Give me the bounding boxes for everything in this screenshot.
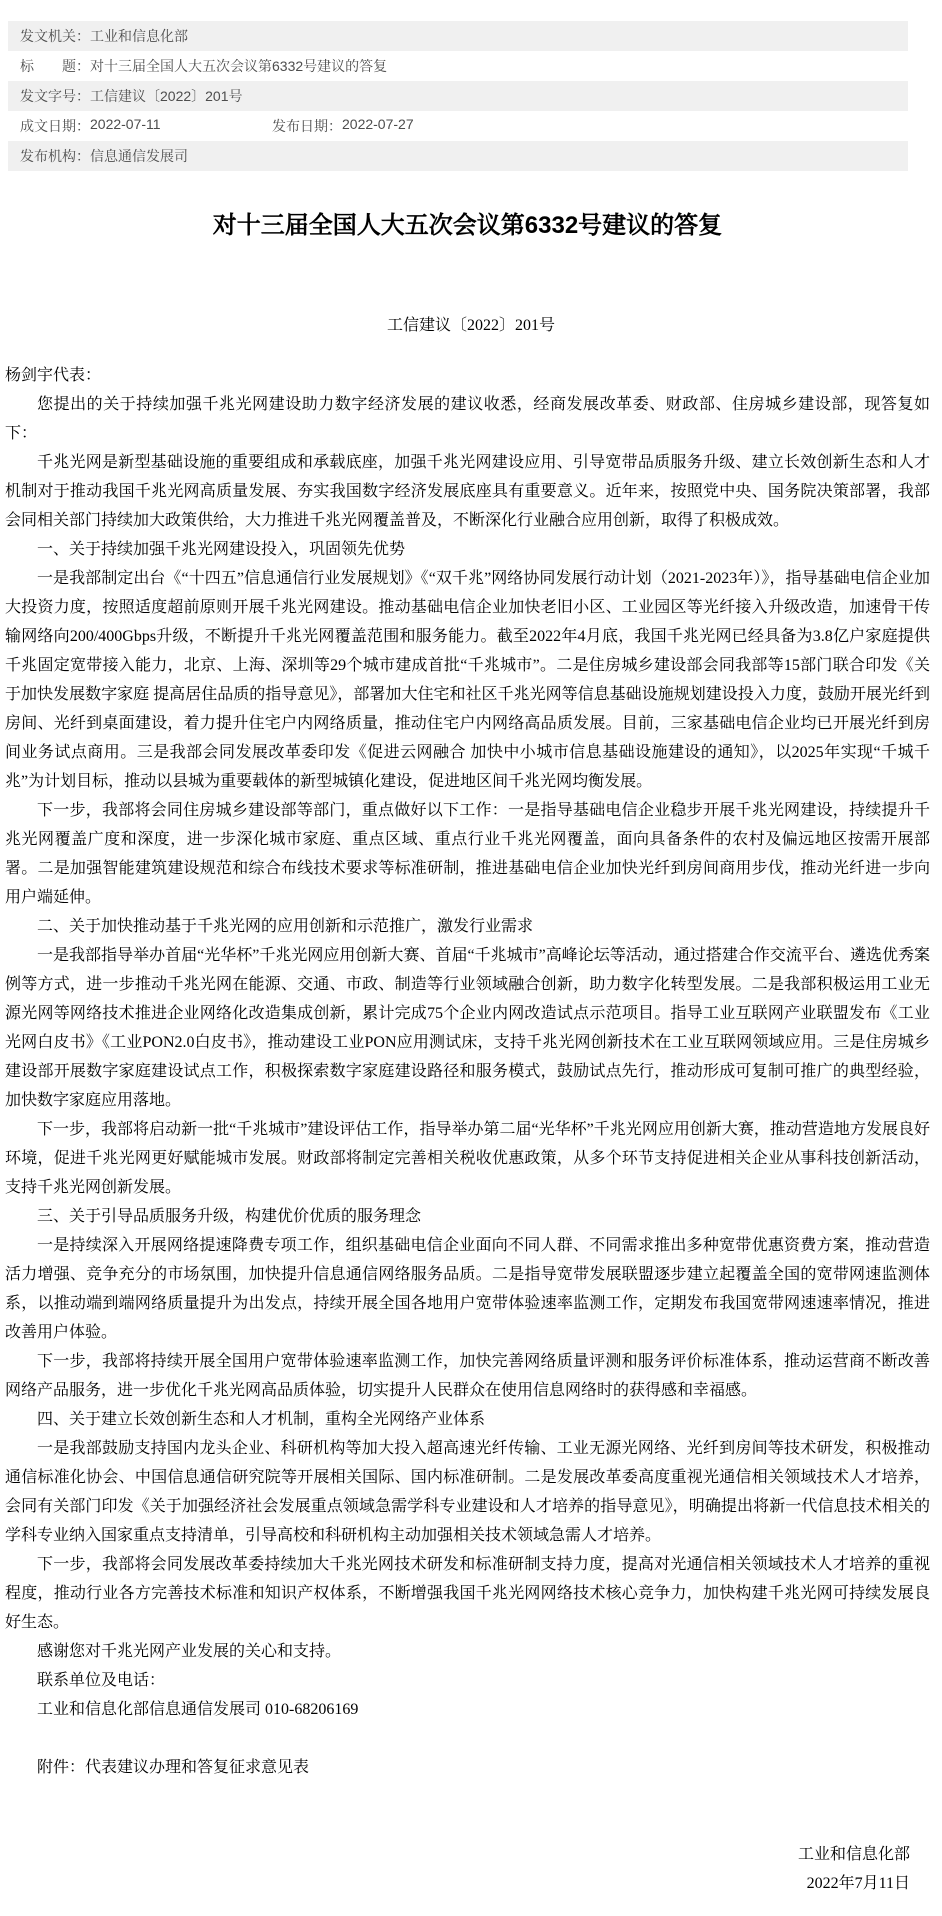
salutation: 杨剑宇代表： <box>5 367 102 384</box>
meta-label: 标 题： <box>20 58 90 74</box>
meta-label: 发布机构： <box>20 148 90 164</box>
meta-row-doc-number <box>8 81 908 111</box>
meta-publish-date <box>272 116 414 136</box>
paragraph: 下一步，我部将启动新一批“千兆城市”建设评估工作，指导举办第二届“光华杯”千兆光网应用创新大赛，推动营造地方发展良好环境，促进千兆光网更好赋能城市发展。财政部将制定完善相关税收优惠政策，从多个环节支持促进相关企业从事科技创新活动，支持千兆光网创新发展。 <box>5 1121 930 1196</box>
paragraph: 下一步，我部将持续开展全国用户宽带体验速率监测工作，加快完善网络质量评测和服务评价标准体系，推动运营商不断改善网络产品服务，进一步优化千兆光网高品质体验，切实提升人民群众在使用信息网络时的获得感和幸福感。 <box>5 1353 930 1399</box>
section-heading-3: 三、关于引导品质服务升级，构建优价优质的服务理念 <box>37 1208 422 1225</box>
paragraph: 一是我部制定出台《“十四五”信息通信行业发展规划》《“双千兆”网络协同发展行动计划（2021-2023年）》，指导基础电信企业加大投资力度，按照适度超前原则开展千兆光网建设。推动基础电信企业加快老旧小区、工业园区等光纤接入升级改造，加速骨干传输网络向200/400Gbps升级，不断提升千兆光网覆盖范围和服务能力。截至2022年4月底，我国千兆光网已经具备为3.8亿户家庭提供千兆固定宽带接入能力，北京、上海、深圳等29个城市建成首批“千兆城市”。二是住房城乡建设部会同我部等15部门联合印发《关于加快发展数字家庭 提高居住品质的指导意见》，部署加大住宅和社区千兆光网等信息基础设施规划建设投入力度，鼓励开展光纤到房间、光纤到桌面建设，着力提升住宅户内网络质量，推动住宅户内网络高品质发展。目前，三家基础电信企业均已开展光纤到房间业务试点商用。三是我部会同发展改革委印发《促进云网融合 加快中小城市信息基础设施建设的通知》，以2025年实现“千城千兆”为计划目标，推动以县城为重要载体的新型城镇化建设，促进地区间千兆光网均衡发展。 <box>5 570 930 790</box>
meta-row-publish-org <box>8 141 908 171</box>
meta-row-dates <box>8 111 908 141</box>
paragraph: 一是我部指导举办首届“光华杯”千兆光网应用创新大赛、首届“千兆城市”高峰论坛等活动，通过搭建合作交流平台、遴选优秀案例等方式，进一步推动千兆光网在能源、交通、市政、制造等行业领域融合创新，助力数字化转型发展。二是我部积极运用工业无源光网等网络技术推进企业网络化改造集成创新，累计完成75个企业内网改造试点示范项目。指导工业互联网产业联盟发布《工业光网白皮书》《工业PON2.0白皮书》，推动建设工业PON应用测试床，支持千兆光网创新技术在工业互联网领域应用。三是住房城乡建设部开展数字家庭建设试点工作，积极探索数字家庭建设路径和服务模式，鼓励试点先行，推动形成可复制可推广的典型经验，加快数字家庭应用落地。 <box>5 947 930 1109</box>
meta-value: 2022-07-27 <box>342 116 414 132</box>
paragraph: 下一步，我部将会同发展改革委持续加大千兆光网技术研发和标准研制支持力度，提高对光通信相关领域技术人才培养的重视程度，推动行业各方完善技术标准和知识产权体系，不断增强我国千兆光网网络技术核心竞争力，加快构建千兆光网可持续发展良好生态。 <box>5 1556 930 1631</box>
signature-date: 2022年7月11日 <box>806 1875 910 1892</box>
meta-row-title <box>8 51 908 81</box>
meta-row-issuing-agency <box>8 21 908 51</box>
meta-value: 工业和信息化部 <box>90 28 188 44</box>
meta-value: 2022-07-11 <box>90 116 161 132</box>
paragraph: 您提出的关于持续加强千兆光网建设助力数字经济发展的建议收悉，经商发展改革委、财政部、住房城乡建设部，现答复如下： <box>5 396 930 442</box>
contact-heading: 联系单位及电话： <box>37 1672 166 1689</box>
meta-label: 发文机关： <box>20 28 90 44</box>
page-bottom-padding <box>0 1898 942 1916</box>
attachment-line: 附件：代表建议办理和答复征求意见表 <box>37 1759 310 1776</box>
section-heading-1: 一、关于持续加强千兆光网建设投入，巩固领先优势 <box>37 541 406 558</box>
signature-org: 工业和信息化部 <box>797 1846 910 1863</box>
page-title: 对十三届全国人大五次会议第6332号建议的答复 <box>212 212 723 239</box>
paragraph: 一是持续深入开展网络提速降费专项工作，组织基础电信企业面向不同人群、不同需求推出多种宽带优惠资费方案，推动营造活力增强、竞争充分的市场氛围，加快提升信息通信网络服务品质。二是指导宽带发展联盟逐步建立起覆盖全国的宽带网速监测体系，以推动端到端网络质量提升为出发点，持续开展全国各地用户宽带体验速率监测工作，定期发布我国宽带网速速率情况，推进改善用户体验。 <box>5 1237 930 1341</box>
meta-value: 信息通信发展司 <box>90 148 188 164</box>
meta-label: 发布日期： <box>272 118 342 134</box>
meta-value: 对十三届全国人大五次会议第6332号建议的答复 <box>90 58 388 74</box>
doc-number: 工信建议〔2022〕201号 <box>386 317 555 334</box>
paragraph: 千兆光网是新型基础设施的重要组成和承载底座，加强千兆光网建设应用、引导宽带品质服务升级、建立长效创新生态和人才机制对于推动我国千兆光网高质量发展、夯实我国数字经济发展底座具有重要意义。近年来，按照党中央、国务院决策部署，我部会同相关部门持续加大政策供给，大力推进千兆光网覆盖普及，不断深化行业融合应用创新，取得了积极成效。 <box>5 454 930 529</box>
section-heading-2: 二、关于加快推动基于千兆光网的应用创新和示范推广，激发行业需求 <box>37 918 534 935</box>
document-body <box>5 361 930 1782</box>
meta-written-date <box>20 116 272 136</box>
signature-block <box>0 1840 942 1898</box>
section-heading-4: 四、关于建立长效创新生态和人才机制，重构全光网络产业体系 <box>37 1411 486 1428</box>
meta-label: 成文日期： <box>20 118 90 134</box>
meta-value: 工信建议〔2022〕201号 <box>90 88 243 104</box>
meta-label: 发文字号： <box>20 88 90 104</box>
paragraph: 一是我部鼓励支持国内龙头企业、科研机构等加大投入超高速光纤传输、工业无源光网络、光纤到房间等技术研发，积极推动通信标准化协会、中国信息通信研究院等开展相关国际、国内标准研制。二是发展改革委高度重视光通信相关领域技术人才培养，会同有关部门印发《关于加强经济社会发展重点领域急需学科专业建设和人才培养的指导意见》，明确提出将新一代信息技术相关的学科专业纳入国家重点支持清单，引导高校和科研机构主动加强相关技术领域急需人才培养。 <box>5 1440 930 1544</box>
contact-phone: 工业和信息化部信息通信发展司 010-68206169 <box>37 1701 359 1718</box>
paragraph: 下一步，我部将会同住房城乡建设部等部门，重点做好以下工作：一是指导基础电信企业稳步开展千兆光网建设，持续提升千兆光网覆盖广度和深度，进一步深化城市家庭、重点区域、重点行业千兆光网覆盖，面向具备条件的农村及偏远地区按需开展部署。二是加强智能建筑建设规范和综合布线技术要求等标准研制，推进基础电信企业加快光纤到房间商用步伐，推动光纤进一步向用户端延伸。 <box>5 802 930 906</box>
document-meta-table <box>8 21 908 171</box>
thanks-line: 感谢您对千兆光网产业发展的关心和支持。 <box>37 1643 342 1660</box>
